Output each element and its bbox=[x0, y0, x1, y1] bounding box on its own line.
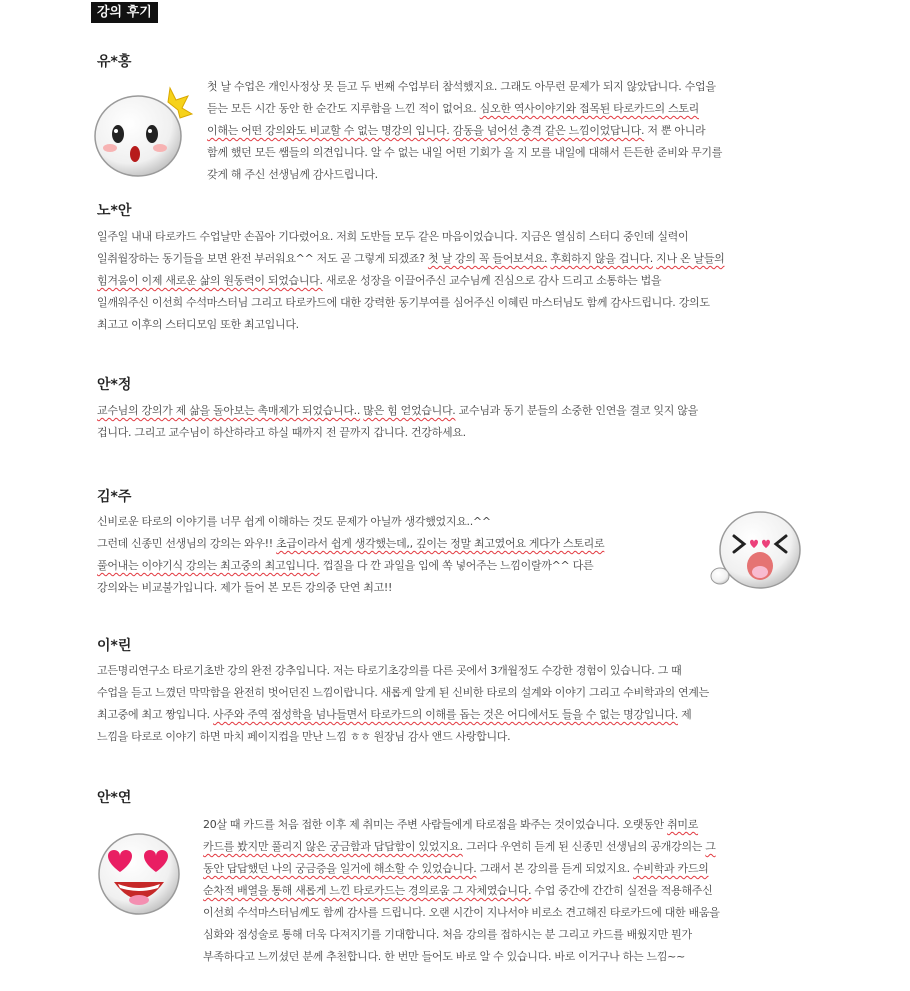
review-line bbox=[97, 511, 707, 533]
review-text-segment: 이선희 수석마스터님께도 함께 감사를 드립니다. 오랜 시간이 지나서야 비로소 견고해진 타로카드에 대한 배움을 bbox=[203, 906, 720, 919]
review-line bbox=[97, 682, 817, 704]
review-line bbox=[97, 660, 817, 682]
highlighted-text: 취미로 bbox=[667, 818, 699, 831]
review-text bbox=[97, 660, 817, 748]
highlighted-text: 첫 날 강의 꼭 들어보셔요. bbox=[427, 252, 548, 265]
review-text-segment: 고든명리연구소 타로기초반 강의 완전 강추입니다. 저는 타로기초강의를 다른 곳에서 3개월정도 수강한 경험이 있습니다. 그 때 bbox=[97, 664, 682, 677]
review-line bbox=[207, 76, 807, 98]
highlighted-text: 풀어내는 이야기식 강의는 최고중의 최고입니다. bbox=[97, 559, 320, 572]
highlighted-text: 힘겨움이 이제 새로운 삶의 원동력이 되었습니다. bbox=[97, 274, 323, 287]
review-line bbox=[97, 226, 817, 248]
review-line bbox=[207, 120, 807, 142]
review-line bbox=[97, 400, 817, 422]
surprised-face-icon bbox=[92, 84, 196, 180]
review-text-segment: 껍질을 다 깐 과일을 입에 쏙 넣어주는 느낌이랄까^^ 다른 bbox=[319, 559, 594, 572]
review-text-segment: 부족하다고 느끼셨던 분께 추천합니다. 한 번만 들어도 바로 알 수 있습니다. 바로 이거구나 하는 느낌~~ bbox=[203, 950, 686, 963]
review-line bbox=[97, 577, 707, 599]
review-line bbox=[207, 164, 807, 186]
highlighted-text: 카드를 봤지만 풀리지 않은 궁금함과 답답함이 있었지요. bbox=[203, 840, 463, 853]
reviewer-name: 김*주 bbox=[97, 489, 132, 505]
review-text-segment: 느낌을 타로로 이야기 하면 마치 페이지컵을 만난 느낌 ㅎㅎ 원장님 감사 앤드 사랑합니다. bbox=[97, 730, 511, 743]
review-text-segment: 듣는 모든 시간 동안 한 순간도 지루함을 느낀 적이 없어요. bbox=[207, 102, 480, 115]
highlighted-text: 순차적 배열을 통해 새롭게 느낀 타로카드는 경의로움 그 자체였습니다. bbox=[203, 884, 532, 897]
review-text bbox=[203, 814, 813, 968]
heart-eyes-face-icon bbox=[96, 828, 182, 918]
review-line bbox=[203, 946, 813, 968]
review-text-segment: 일주일 내내 타로카드 수업날만 손꼽아 기다렸어요. 저희 도반들 모두 같은 마음이었습니다. 지금은 열심히 스터디 중인데 실력이 bbox=[97, 230, 689, 243]
reviewer-name: 이*린 bbox=[97, 638, 132, 654]
highlighted-text: 그 bbox=[705, 840, 716, 853]
review-line bbox=[97, 704, 817, 726]
review-line bbox=[207, 98, 807, 120]
review-line bbox=[203, 924, 813, 946]
review-line bbox=[97, 422, 817, 444]
review-text bbox=[207, 76, 807, 186]
highlighted-text: 후회하지 않을 겁니다. bbox=[550, 252, 653, 265]
highlighted-text: 지나 온 날들의 bbox=[656, 252, 725, 265]
review-text-segment: 최고중에 최고 짱입니다. bbox=[97, 708, 214, 721]
review-text-segment: 그런데 신종민 선생님의 강의는 와우!! bbox=[97, 537, 277, 550]
highlighted-text: 감동을 넘어선 충격 같은 느낌이었답니다. bbox=[452, 124, 645, 137]
review-text-segment: 제 bbox=[677, 708, 692, 721]
review-text-segment: 교수님과 동기 분들의 소중한 인연을 결코 잊지 않을 bbox=[455, 404, 698, 417]
review-text-segment: 첫 날 수업은 개인사정상 못 듣고 두 번째 수업부터 참석했지요. 그래도 아무런 문제가 되지 않았답니다. 수업을 bbox=[207, 80, 716, 93]
review-line bbox=[203, 880, 813, 902]
review-line bbox=[97, 314, 817, 336]
highlighted-text: 교수님의 강의가 제 삶을 돌아보는 촉매제가 되었습니다.. bbox=[97, 404, 361, 417]
review-text-segment: 그래서 본 강의를 듣게 되었지요. bbox=[476, 862, 634, 875]
review-text-segment: 20살 때 카드를 처음 접한 이후 제 취미는 주변 사람들에게 타로점을 봐주는 것이었습니다. 오랫동안 bbox=[203, 818, 668, 831]
review-text-segment: 최고고 이후의 스터디모임 또한 최고입니다. bbox=[97, 318, 299, 331]
highlighted-text: 심오한 역사이야기와 접목된 타로카드의 스토리 bbox=[479, 102, 699, 115]
review-text-segment: 그러다 우연히 듣게 된 신종민 선생님의 공개강의는 bbox=[462, 840, 706, 853]
reviewer-name: 안*연 bbox=[97, 790, 132, 806]
review-text-segment: 저 뿐 아니라 bbox=[644, 124, 706, 137]
reviewer-name: 유*홍 bbox=[97, 54, 132, 70]
review-text-segment: 강의와는 비교불가입니다. 제가 들어 본 모든 강의중 단연 최고!! bbox=[97, 581, 393, 594]
review-line bbox=[203, 858, 813, 880]
review-text-segment: 겁니다. 그리고 교수님이 하산하라고 하실 때까지 전 끝까지 갑니다. 건강하세요. bbox=[97, 426, 466, 439]
highlighted-text: 이해는 어떤 강의와도 비교할 수 없는 명강의 입니다. bbox=[207, 124, 450, 137]
review-text bbox=[97, 226, 817, 336]
reviewer-name: 안*정 bbox=[97, 377, 132, 393]
review-line bbox=[97, 270, 817, 292]
review-line bbox=[97, 533, 707, 555]
review-line bbox=[97, 292, 817, 314]
review-text bbox=[97, 400, 817, 444]
review-line bbox=[97, 555, 707, 577]
review-text-segment: 새로운 성장을 이끌어주신 교수님께 진심으로 감사 드리고 소통하는 법을 bbox=[322, 274, 662, 287]
review-line bbox=[207, 142, 807, 164]
review-text-segment: 신비로운 타로의 이야기를 너무 쉽게 이해하는 것도 문제가 아닐까 생각했었지요..^^ bbox=[97, 515, 491, 528]
review-text-segment: 수업을 듣고 느꼈던 막막함을 완전히 벗어던진 느낌이랍니다. 새롭게 알게 된 신비한 타로의 설계와 이야기 그리고 수비학과의 연계는 bbox=[97, 686, 709, 699]
laughing-face-icon bbox=[706, 508, 806, 594]
highlighted-text: 동안 답답했던 나의 궁금증을 일거에 해소할 수 있었습니다. bbox=[203, 862, 477, 875]
review-line bbox=[203, 902, 813, 924]
highlighted-text: 수비학과 카드의 bbox=[633, 862, 709, 875]
review-line bbox=[203, 836, 813, 858]
reviewer-name: 노*안 bbox=[97, 203, 132, 219]
highlighted-text: 초급이라서 쉽게 생각했는데,, 깊이는 정말 최고였어요 게다가 스토리로 bbox=[276, 537, 605, 550]
review-text bbox=[97, 511, 707, 599]
review-text-segment: 일취월장하는 동기들을 보면 완전 부러워요^^ 저도 곧 그렇게 되겠죠? bbox=[97, 252, 428, 265]
review-text-segment: 일깨워주신 이선희 수석마스터님 그리고 타로카드에 대한 강력한 동기부여를 심어주신 이혜린 마스터님도 함께 감사드립니다. 강의도 bbox=[97, 296, 710, 309]
review-text-segment: 심화와 점성술로 통해 더욱 다져지기를 기대합니다. 처음 강의를 접하시는 분 그리고 카드를 배웠지만 뭔가 bbox=[203, 928, 692, 941]
review-text-segment: 수업 중간에 간간히 실전을 적용해주신 bbox=[531, 884, 713, 897]
review-text-segment: 갖게 해 주신 선생님께 감사드립니다. bbox=[207, 168, 378, 181]
highlighted-text: 많은 힘 얻었습니다. bbox=[363, 404, 456, 417]
review-line bbox=[203, 814, 813, 836]
review-line bbox=[97, 248, 817, 270]
highlighted-text: 사주와 주역 점성학을 넘나들면서 타로카드의 이해를 돕는 것은 어디에서도 들을 수 없는 명강입니다. bbox=[213, 708, 678, 721]
page-title: 강의 후기 bbox=[91, 2, 158, 23]
review-text-segment: 함께 했던 모든 쌤들의 의견입니다. 알 수 없는 내일 어떤 기회가 올 지 모를 내일에 대해서 든든한 준비와 무기를 bbox=[207, 146, 723, 159]
review-line bbox=[97, 726, 817, 748]
